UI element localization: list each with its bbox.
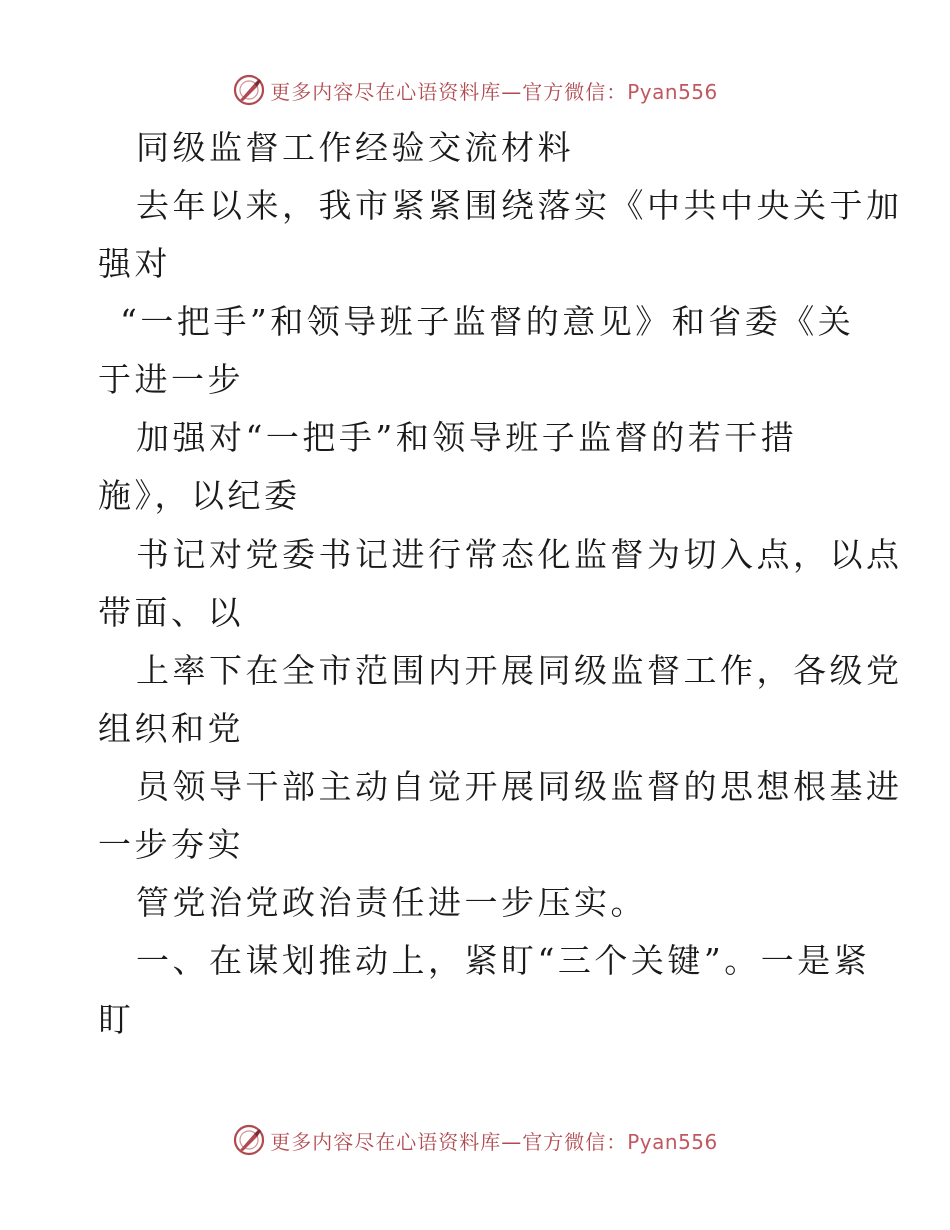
footer-watermark xyxy=(0,1120,950,1160)
document-title: 同级监督工作经验交流材料 xyxy=(136,128,574,167)
paragraph-line: 员领导干部主动自觉开展同级监督的思想根基进 xyxy=(136,767,903,806)
paragraph-line: 盯 xyxy=(98,1000,135,1039)
paragraph-line: “一把手”和领导班子监督的意见》和省委《关 xyxy=(120,302,855,341)
paragraph-line: 施》，以纪委 xyxy=(98,476,301,515)
paragraph-line: 一步夯实 xyxy=(98,825,244,864)
paragraph-line: 书记对党委书记进行常态化监督为切入点，以点 xyxy=(136,535,903,574)
paragraph-line: 强对 xyxy=(98,244,171,283)
quill-pen-logo-icon xyxy=(232,1123,266,1157)
section-heading-line: 一、在谋划推动上，紧盯“三个关键”。一是紧 xyxy=(136,941,871,980)
quill-pen-logo-icon xyxy=(232,73,266,107)
paragraph-line: 去年以来，我市紧紧围绕落实《中共中央关于加 xyxy=(136,186,903,225)
paragraph-line: 管党治党政治责任进一步压实。 xyxy=(136,883,647,922)
paragraph-line: 带面、以 xyxy=(98,593,244,632)
paragraph-line: 于进一步 xyxy=(98,360,244,399)
watermark-text: 更多内容尽在心语资料库—官方微信：Pyan556 xyxy=(270,79,718,104)
watermark-text: 更多内容尽在心语资料库—官方微信：Pyan556 xyxy=(270,1129,718,1154)
paragraph-line: 组织和党 xyxy=(98,709,244,748)
paragraph-line: 加强对“一把手”和领导班子监督的若干措 xyxy=(136,418,798,457)
header-watermark xyxy=(0,70,950,110)
paragraph-line: 上率下在全市范围内开展同级监督工作，各级党 xyxy=(136,651,903,690)
